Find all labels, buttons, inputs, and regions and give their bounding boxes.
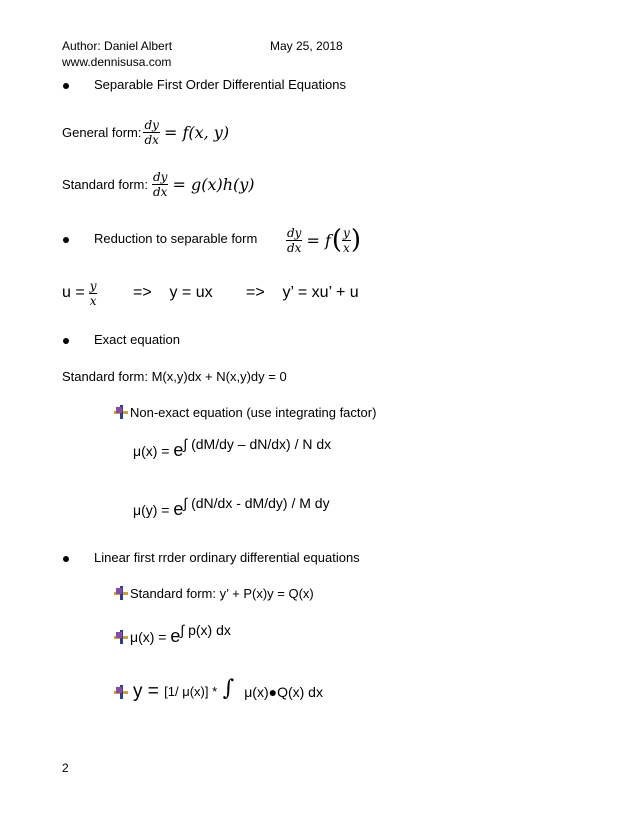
bullet-icon <box>63 237 69 243</box>
mu-y-formula <box>133 495 330 520</box>
fraction-y-x: $\frac{y}{x}$ <box>89 278 97 308</box>
general-form <box>62 114 229 150</box>
fraction-dy-dx: $\frac{dy}{dx}$ <box>144 117 159 147</box>
integrand: μ(x)●Q(x) dx <box>244 683 323 700</box>
mu-x-exponent: ∫ (dM/dy – dN/dx) / N dx <box>183 436 332 452</box>
euler-e: e <box>170 626 181 646</box>
standard-form-label: Standard form: <box>62 176 148 192</box>
linear-standard-form: Standard form: y’ + P(x)y = Q(x) <box>130 586 314 601</box>
header-website[interactable]: www.dennisusa.com <box>62 55 172 69</box>
fraction-y-x: $\frac{y}{x}$ <box>343 225 350 255</box>
linear-mu-label: μ(x) = <box>130 629 171 645</box>
bullet-icon <box>63 338 69 344</box>
section-reduction-title: Reduction to separable form <box>94 231 258 246</box>
arrow-bullet-icon <box>114 685 128 699</box>
fraction-dy-dx: $\frac{dy}{dx}$ <box>287 225 302 255</box>
right-paren: ) <box>350 225 361 255</box>
linear-standard-form-item <box>114 586 314 601</box>
y-factor: [1/ μ(x)] * <box>164 684 221 699</box>
section-linear-title: Linear first rrder ordinary differential equations <box>94 550 360 565</box>
page-number: 2 <box>62 761 69 775</box>
mu-y-label: μ(y) = <box>133 502 174 518</box>
left-paren: ( <box>331 225 343 255</box>
fraction-dy-dx: $\frac{dy}{dx}$ <box>153 169 168 199</box>
mu-x-label: μ(x) = <box>133 443 174 459</box>
linear-mu-exponent: ∫ p(x) dx <box>180 622 231 638</box>
general-form-rhs: = f(x, y) <box>163 122 230 142</box>
bullet-icon <box>63 556 69 562</box>
euler-e: e <box>173 440 184 460</box>
arrow-bullet-icon <box>114 405 128 419</box>
exact-standard-form: Standard form: M(x,y)dx + N(x,y)dy = 0 <box>62 369 287 384</box>
mu-y-exponent: ∫ (dN/dx - dM/dy) / M dy <box>183 495 330 511</box>
substitution-step-1: => y = ux <box>133 284 213 301</box>
substitution-step-2: => y’ = xu’ + u <box>246 284 359 301</box>
standard-form-rhs: = g(x)h(y) <box>172 174 255 194</box>
bullet-icon <box>63 83 69 89</box>
header-date: May 25, 2018 <box>270 39 343 53</box>
general-form-label: General form: <box>62 124 142 140</box>
mu-x-formula <box>133 436 332 461</box>
standard-form <box>62 166 255 202</box>
header-author: Author: Daniel Albert <box>62 39 173 53</box>
arrow-bullet-icon <box>114 586 128 600</box>
reduction-rhs-f: = f <box>306 230 331 250</box>
section-exact-title: Exact equation <box>94 332 181 347</box>
integral-sign: ∫ <box>222 676 235 701</box>
linear-mu-item <box>114 622 231 647</box>
nonexact-item <box>114 405 376 420</box>
arrow-bullet-icon <box>114 630 128 644</box>
y-label: y = <box>133 680 165 702</box>
u-label: u = <box>62 284 85 301</box>
linear-solution-item <box>114 676 323 704</box>
substitution-line <box>62 276 97 310</box>
reduction-equation <box>286 222 361 258</box>
euler-e: e <box>173 499 184 519</box>
section-separable-title: Separable First Order Differential Equations <box>94 77 346 92</box>
nonexact-label: Non-exact equation (use integrating factor) <box>130 405 377 420</box>
